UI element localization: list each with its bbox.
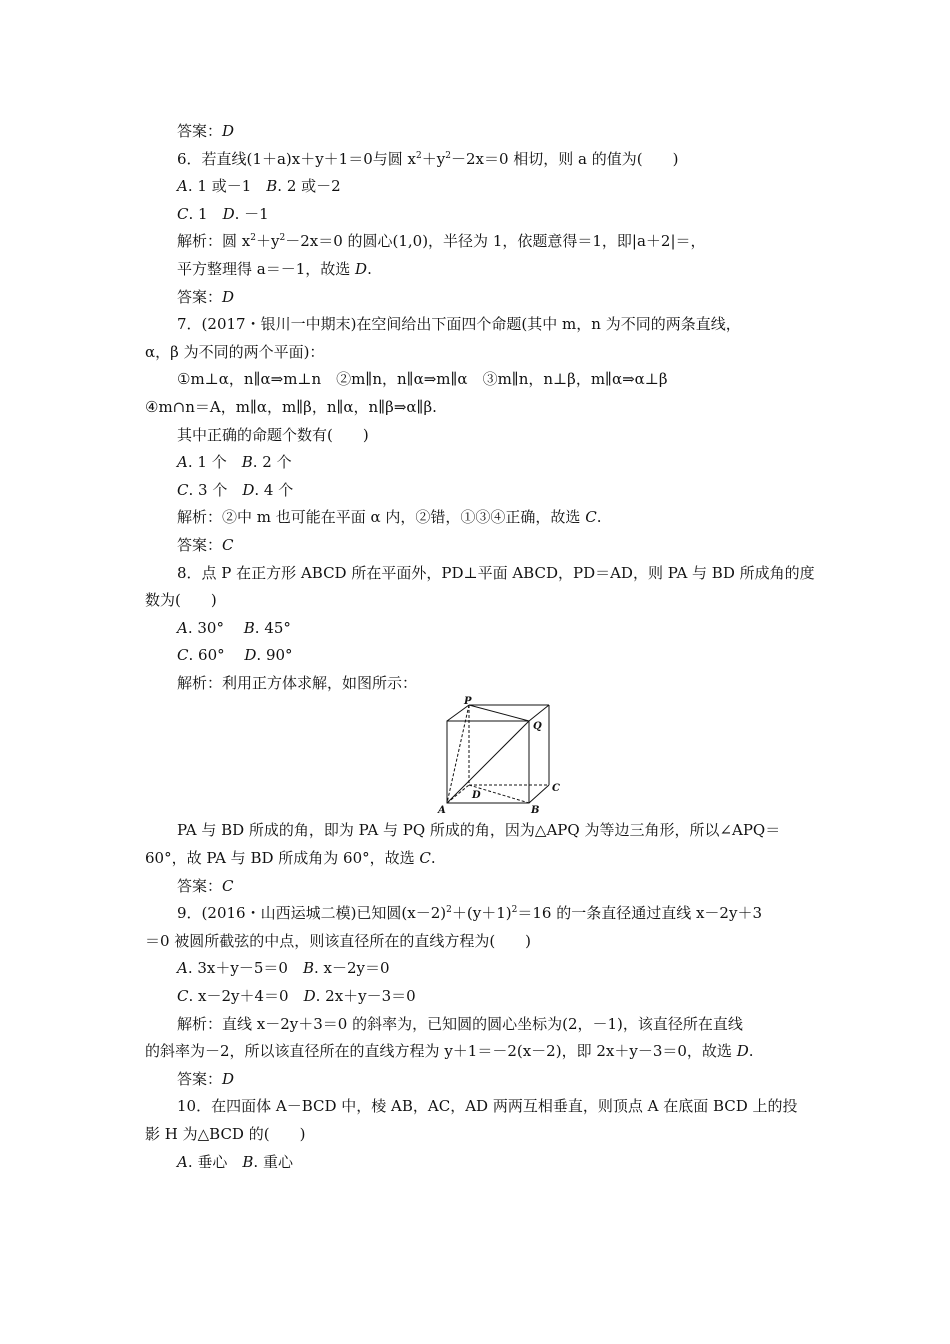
question-6-analysis-cont: 平方整理得 a＝－1，故选 D. (177, 259, 372, 278)
answer-9: 答案：D (177, 1069, 235, 1088)
answer-5: 答案：D (177, 122, 235, 140)
document-body (145, 118, 825, 1176)
question-10: 10．在四面体 A－BCD 中，棱 AB，AC，AD 两两互相垂直，则顶点 A 在底面 BCD 上的投 (177, 1097, 798, 1116)
question-7-cont: α，β 为不同的两个平面)： (145, 342, 325, 361)
question-7-propositions-2: ④m∩n＝A，m∥α，m∥β，n∥α，n∥β⇒α∥β. (145, 397, 437, 416)
question-6-analysis: 解析：圆 $x^2+y^2-2x=0$ 的圆心(1,0)，半径为 1，依题意得＝1，即|a＋2|＝， (177, 232, 706, 251)
question-8-analysis: 解析：利用正方体求解，如图所示： (177, 673, 418, 692)
question-10-cont: 影 H 为△BCD 的( ) (145, 1125, 306, 1143)
segment-PQ (469, 705, 529, 721)
cube-edge-bottom-right (529, 785, 549, 803)
answer-6: 答案：D (177, 287, 235, 306)
question-7-options-cd: C. 3 个 D. 4 个 (177, 480, 294, 499)
question-6-options-ab: A. 1 或－1 B. 2 或－2 (177, 177, 341, 196)
question-9: 9．(2016・山西运城二模)已知圆$(x-2)^2+(y+1)^2=16$ 的一条直径通过直线 x－2y＋3 (177, 904, 762, 923)
question-6: 6．若直线(1＋a)x＋y＋1＝0与圆 $x^2+y^2-2x=0$ 相切，则 a 的值为( ) (177, 149, 679, 168)
question-8-options-cd: C. 60° D. 90° (177, 646, 293, 665)
question-7-analysis: 解析：②中 m 也可能在平面 α 内，②错，①③④正确，故选 C. (177, 508, 602, 527)
cube-edge-top-left (447, 705, 469, 721)
label-A: A (438, 805, 446, 817)
cube-diagram (427, 696, 560, 817)
label-B: B (531, 805, 540, 817)
question-7: 7．(2017・银川一中期末)在空间给出下面四个命题(其中 m，n 为不同的两条直线， (177, 315, 741, 334)
cube-edge-top-right (529, 705, 549, 721)
question-9-options-cd: C. x－2y＋4＝0 D. 2x＋y－3＝0 (177, 987, 416, 1006)
segment-AQ (447, 721, 529, 803)
question-7-options-ab: A. 1 个 B. 2 个 (177, 453, 292, 472)
label-D: D (472, 790, 481, 802)
question-8: 8．点 P 在正方形 ABCD 所在平面外，PD⊥平面 ABCD，PD＝AD，则 PA 与 BD 所成角的度 (177, 563, 815, 582)
question-10-options-ab: A. 垂心 B. 重心 (177, 1152, 293, 1171)
segment-PA (447, 705, 469, 803)
answer-7: 答案：C (177, 535, 234, 554)
cube-figure (145, 697, 825, 817)
label-Q: Q (533, 721, 542, 733)
answer-8: 答案：C (177, 876, 234, 895)
question-9-analysis: 解析：直线 x－2y＋3＝0 的斜率为，已知圆的圆心坐标为(2，－1)，该直径所在直线 (177, 1014, 743, 1033)
question-6-options-cd: C. 1 D. －1 (177, 204, 269, 223)
label-P: P (464, 696, 472, 708)
question-7-ask: 其中正确的命题个数有( ) (177, 425, 369, 444)
question-8-analysis-cont: PA 与 BD 所成的角，即为 PA 与 PQ 所成的角，因为△APQ 为等边三角形，所以∠APQ＝ (177, 821, 781, 840)
question-9-options-ab: A. 3x＋y－5＝0 B. x－2y＝0 (177, 959, 390, 978)
question-8-options-ab: A. 30° B. 45° (177, 618, 291, 637)
question-9-analysis-cont: 的斜率为－2，所以该直径所在的直线方程为 y＋1＝－2(x－2)，即 2x＋y－3＝0，故选 D. (145, 1042, 754, 1061)
question-8-analysis-cont-2: 60°，故 PA 与 BD 所成角为 60°，故选 C. (145, 849, 436, 868)
label-C: C (552, 783, 560, 795)
question-8-cont: 数为( ) (145, 591, 217, 610)
question-7-propositions-1: ①m⊥α，n∥α⇒m⊥n ②m∥n，n∥α⇒m∥α ③m∥n，n⊥β，m∥α⇒α⊥β (177, 370, 668, 389)
question-9-cont: ＝0 被圆所截弦的中点，则该直径所在的直线方程为( ) (145, 931, 532, 950)
